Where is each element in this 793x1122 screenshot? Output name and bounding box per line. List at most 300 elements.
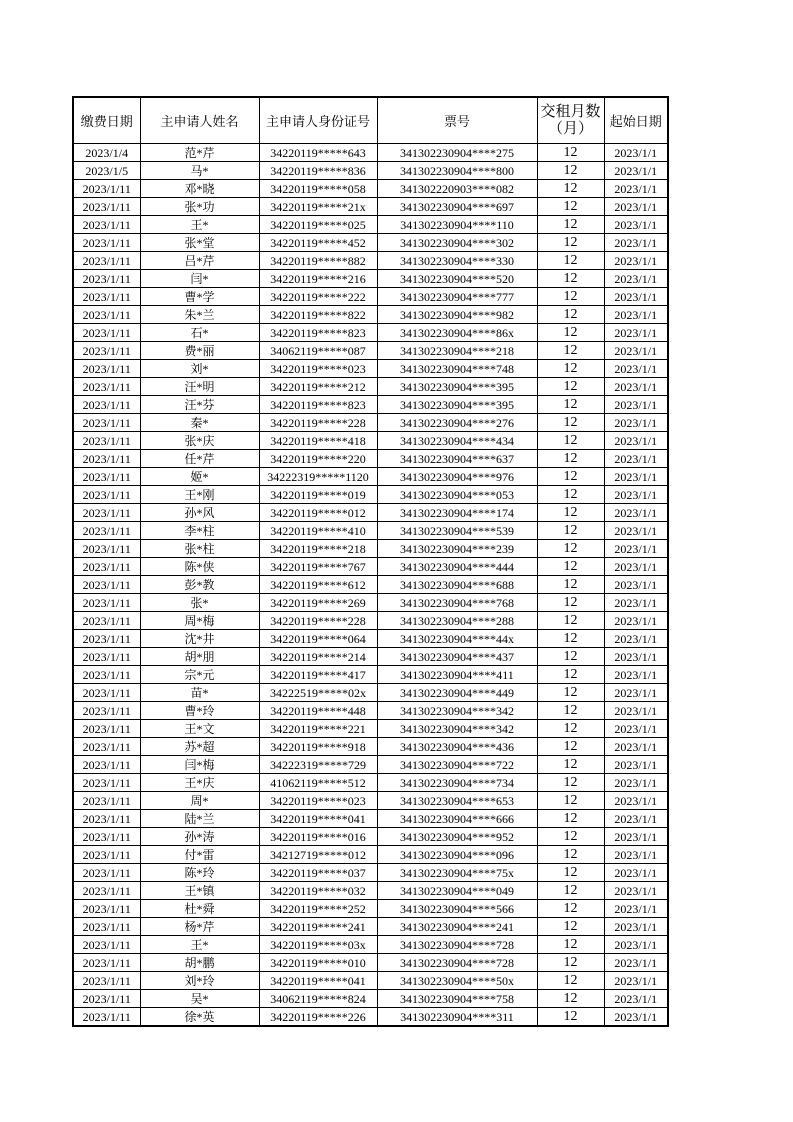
cell-rent-months: 12 <box>537 1008 604 1027</box>
cell-payment-date: 2023/1/11 <box>73 828 140 846</box>
cell-start-date: 2023/1/1 <box>604 558 668 576</box>
cell-payment-date: 2023/1/11 <box>73 252 140 270</box>
cell-payment-date: 2023/1/11 <box>73 522 140 540</box>
table-row <box>73 576 668 594</box>
cell-rent-months: 12 <box>537 414 604 432</box>
table-row <box>73 792 668 810</box>
cell-applicant-name: 刘* <box>140 360 259 378</box>
cell-payment-date: 2023/1/11 <box>73 324 140 342</box>
cell-ticket-number: 341302230904****520 <box>377 270 537 288</box>
table-row <box>73 540 668 558</box>
cell-applicant-id: 34220119*****03x <box>259 936 377 954</box>
cell-applicant-name: 马* <box>140 162 259 180</box>
cell-start-date: 2023/1/1 <box>604 270 668 288</box>
cell-applicant-id: 34220119*****222 <box>259 288 377 306</box>
cell-applicant-id: 34220119*****918 <box>259 738 377 756</box>
table-row <box>73 180 668 198</box>
cell-ticket-number: 341302230904****697 <box>377 198 537 216</box>
cell-payment-date: 2023/1/11 <box>73 486 140 504</box>
cell-payment-date: 2023/1/11 <box>73 414 140 432</box>
table-row <box>73 468 668 486</box>
cell-rent-months: 12 <box>537 630 604 648</box>
cell-applicant-name: 杨*芹 <box>140 918 259 936</box>
header-payment-date: 缴费日期 <box>73 97 140 144</box>
table-row <box>73 612 668 630</box>
cell-ticket-number: 341302230904****777 <box>377 288 537 306</box>
cell-payment-date: 2023/1/11 <box>73 792 140 810</box>
cell-applicant-id: 34220119*****058 <box>259 180 377 198</box>
table-row <box>73 972 668 990</box>
cell-start-date: 2023/1/1 <box>604 180 668 198</box>
cell-applicant-name: 彭*教 <box>140 576 259 594</box>
cell-applicant-id: 34220119*****410 <box>259 522 377 540</box>
table-row <box>73 882 668 900</box>
cell-applicant-name: 闫*梅 <box>140 756 259 774</box>
cell-rent-months: 12 <box>537 360 604 378</box>
table-row <box>73 774 668 792</box>
cell-applicant-name: 徐*英 <box>140 1008 259 1027</box>
cell-payment-date: 2023/1/11 <box>73 702 140 720</box>
cell-applicant-name: 汪*明 <box>140 378 259 396</box>
cell-ticket-number: 341302230904****982 <box>377 306 537 324</box>
table-row <box>73 954 668 972</box>
cell-ticket-number: 341302230904****653 <box>377 792 537 810</box>
table-row <box>73 162 668 180</box>
cell-ticket-number: 341302230904****768 <box>377 594 537 612</box>
cell-ticket-number: 341302230904****395 <box>377 378 537 396</box>
cell-rent-months: 12 <box>537 216 604 234</box>
cell-start-date: 2023/1/1 <box>604 450 668 468</box>
cell-start-date: 2023/1/1 <box>604 864 668 882</box>
cell-applicant-name: 周*梅 <box>140 612 259 630</box>
cell-applicant-name: 范*芹 <box>140 144 259 162</box>
table-row <box>73 702 668 720</box>
cell-rent-months: 12 <box>537 666 604 684</box>
cell-payment-date: 2023/1/4 <box>73 144 140 162</box>
cell-ticket-number: 341302230904****342 <box>377 702 537 720</box>
cell-applicant-name: 曹*学 <box>140 288 259 306</box>
cell-rent-months: 12 <box>537 720 604 738</box>
table-row <box>73 306 668 324</box>
cell-ticket-number: 341302220903****082 <box>377 180 537 198</box>
cell-rent-months: 12 <box>537 180 604 198</box>
cell-payment-date: 2023/1/11 <box>73 378 140 396</box>
table-row <box>73 216 668 234</box>
header-rent-months-line2: （月） <box>547 120 593 137</box>
cell-ticket-number: 341302230904****44x <box>377 630 537 648</box>
cell-start-date: 2023/1/1 <box>604 828 668 846</box>
cell-payment-date: 2023/1/11 <box>73 954 140 972</box>
table-row <box>73 450 668 468</box>
cell-applicant-id: 34220119*****823 <box>259 396 377 414</box>
cell-applicant-name: 姬* <box>140 468 259 486</box>
cell-rent-months: 12 <box>537 918 604 936</box>
cell-payment-date: 2023/1/11 <box>73 288 140 306</box>
cell-start-date: 2023/1/1 <box>604 990 668 1008</box>
cell-applicant-id: 34220119*****218 <box>259 540 377 558</box>
cell-payment-date: 2023/1/11 <box>73 576 140 594</box>
cell-applicant-id: 34220119*****226 <box>259 1008 377 1027</box>
cell-applicant-name: 曹*玲 <box>140 702 259 720</box>
cell-rent-months: 12 <box>537 558 604 576</box>
cell-applicant-id: 34220119*****064 <box>259 630 377 648</box>
cell-rent-months: 12 <box>537 342 604 360</box>
cell-rent-months: 12 <box>537 396 604 414</box>
cell-rent-months: 12 <box>537 810 604 828</box>
cell-payment-date: 2023/1/11 <box>73 396 140 414</box>
cell-payment-date: 2023/1/11 <box>73 1008 140 1027</box>
cell-ticket-number: 341302230904****722 <box>377 756 537 774</box>
cell-start-date: 2023/1/1 <box>604 954 668 972</box>
cell-rent-months: 12 <box>537 900 604 918</box>
table-row <box>73 918 668 936</box>
cell-applicant-id: 34220119*****041 <box>259 810 377 828</box>
table-row <box>73 504 668 522</box>
cell-payment-date: 2023/1/11 <box>73 342 140 360</box>
cell-payment-date: 2023/1/11 <box>73 846 140 864</box>
cell-start-date: 2023/1/1 <box>604 486 668 504</box>
cell-start-date: 2023/1/1 <box>604 252 668 270</box>
cell-start-date: 2023/1/1 <box>604 324 668 342</box>
cell-rent-months: 12 <box>537 648 604 666</box>
cell-ticket-number: 341302230904****728 <box>377 954 537 972</box>
cell-applicant-id: 34220119*****216 <box>259 270 377 288</box>
cell-applicant-name: 张* <box>140 594 259 612</box>
cell-applicant-id: 34220119*****221 <box>259 720 377 738</box>
table-row <box>73 1008 668 1027</box>
cell-applicant-id: 34220119*****21x <box>259 198 377 216</box>
cell-ticket-number: 341302230904****096 <box>377 846 537 864</box>
cell-applicant-id: 34222319*****1120 <box>259 468 377 486</box>
cell-applicant-name: 张*堂 <box>140 234 259 252</box>
cell-applicant-name: 李*柱 <box>140 522 259 540</box>
cell-rent-months: 12 <box>537 972 604 990</box>
cell-payment-date: 2023/1/11 <box>73 990 140 1008</box>
table-row <box>73 900 668 918</box>
cell-ticket-number: 341302230904****411 <box>377 666 537 684</box>
cell-payment-date: 2023/1/11 <box>73 738 140 756</box>
table-row <box>73 558 668 576</box>
cell-payment-date: 2023/1/11 <box>73 612 140 630</box>
cell-applicant-name: 汪*芬 <box>140 396 259 414</box>
cell-applicant-name: 费*丽 <box>140 342 259 360</box>
cell-rent-months: 12 <box>537 882 604 900</box>
cell-rent-months: 12 <box>537 792 604 810</box>
cell-start-date: 2023/1/1 <box>604 468 668 486</box>
cell-start-date: 2023/1/1 <box>604 378 668 396</box>
cell-payment-date: 2023/1/11 <box>73 720 140 738</box>
cell-payment-date: 2023/1/11 <box>73 270 140 288</box>
cell-start-date: 2023/1/1 <box>604 396 668 414</box>
cell-rent-months: 12 <box>537 306 604 324</box>
cell-applicant-name: 陆*兰 <box>140 810 259 828</box>
cell-ticket-number: 341302230904****758 <box>377 990 537 1008</box>
cell-applicant-id: 34222519*****02x <box>259 684 377 702</box>
cell-ticket-number: 341302230904****75x <box>377 864 537 882</box>
cell-ticket-number: 341302230904****976 <box>377 468 537 486</box>
cell-applicant-name: 沈*井 <box>140 630 259 648</box>
cell-rent-months: 12 <box>537 756 604 774</box>
cell-applicant-id: 34220119*****417 <box>259 666 377 684</box>
cell-applicant-name: 孙*涛 <box>140 828 259 846</box>
cell-payment-date: 2023/1/11 <box>73 900 140 918</box>
cell-start-date: 2023/1/1 <box>604 540 668 558</box>
cell-ticket-number: 341302230904****688 <box>377 576 537 594</box>
cell-rent-months: 12 <box>537 144 604 162</box>
cell-start-date: 2023/1/1 <box>604 522 668 540</box>
cell-applicant-name: 王*镇 <box>140 882 259 900</box>
cell-start-date: 2023/1/1 <box>604 1008 668 1027</box>
table-row <box>73 828 668 846</box>
cell-applicant-id: 34220119*****822 <box>259 306 377 324</box>
cell-ticket-number: 341302230904****449 <box>377 684 537 702</box>
cell-rent-months: 12 <box>537 846 604 864</box>
cell-applicant-id: 34062119*****824 <box>259 990 377 1008</box>
cell-applicant-id: 34220119*****823 <box>259 324 377 342</box>
cell-payment-date: 2023/1/11 <box>73 432 140 450</box>
cell-applicant-name: 王* <box>140 936 259 954</box>
table-row <box>73 756 668 774</box>
table-row <box>73 522 668 540</box>
cell-start-date: 2023/1/1 <box>604 972 668 990</box>
header-rent-months <box>537 97 604 144</box>
cell-applicant-name: 张*庆 <box>140 432 259 450</box>
cell-ticket-number: 341302230904****311 <box>377 1008 537 1027</box>
cell-ticket-number: 341302230904****276 <box>377 414 537 432</box>
cell-payment-date: 2023/1/11 <box>73 630 140 648</box>
cell-applicant-id: 34220119*****452 <box>259 234 377 252</box>
cell-ticket-number: 341302230904****734 <box>377 774 537 792</box>
cell-start-date: 2023/1/1 <box>604 666 668 684</box>
cell-payment-date: 2023/1/11 <box>73 810 140 828</box>
cell-applicant-id: 34062119*****087 <box>259 342 377 360</box>
table-row <box>73 936 668 954</box>
cell-applicant-id: 34220119*****012 <box>259 504 377 522</box>
cell-applicant-id: 34220119*****037 <box>259 864 377 882</box>
cell-start-date: 2023/1/1 <box>604 360 668 378</box>
cell-rent-months: 12 <box>537 990 604 1008</box>
cell-start-date: 2023/1/1 <box>604 576 668 594</box>
cell-ticket-number: 341302230904****952 <box>377 828 537 846</box>
cell-applicant-id: 34220119*****612 <box>259 576 377 594</box>
cell-start-date: 2023/1/1 <box>604 648 668 666</box>
header-row <box>73 97 668 144</box>
table-row <box>73 990 668 1008</box>
cell-rent-months: 12 <box>537 378 604 396</box>
cell-payment-date: 2023/1/11 <box>73 540 140 558</box>
cell-applicant-name: 邓*晓 <box>140 180 259 198</box>
cell-applicant-id: 34220119*****252 <box>259 900 377 918</box>
cell-applicant-id: 34220119*****882 <box>259 252 377 270</box>
cell-applicant-id: 34222319*****729 <box>259 756 377 774</box>
cell-applicant-id: 34220119*****448 <box>259 702 377 720</box>
cell-start-date: 2023/1/1 <box>604 432 668 450</box>
cell-start-date: 2023/1/1 <box>604 216 668 234</box>
cell-applicant-id: 34220119*****418 <box>259 432 377 450</box>
cell-ticket-number: 341302230904****800 <box>377 162 537 180</box>
cell-applicant-name: 王*文 <box>140 720 259 738</box>
cell-rent-months: 12 <box>537 936 604 954</box>
cell-payment-date: 2023/1/11 <box>73 972 140 990</box>
cell-start-date: 2023/1/1 <box>604 414 668 432</box>
cell-rent-months: 12 <box>537 486 604 504</box>
cell-ticket-number: 341302230904****049 <box>377 882 537 900</box>
cell-applicant-id: 34220119*****220 <box>259 450 377 468</box>
cell-rent-months: 12 <box>537 954 604 972</box>
cell-applicant-name: 吴* <box>140 990 259 1008</box>
cell-start-date: 2023/1/1 <box>604 144 668 162</box>
header-start-date: 起始日期 <box>604 97 668 144</box>
cell-start-date: 2023/1/1 <box>604 288 668 306</box>
cell-payment-date: 2023/1/11 <box>73 558 140 576</box>
cell-ticket-number: 341302230904****434 <box>377 432 537 450</box>
cell-payment-date: 2023/1/11 <box>73 666 140 684</box>
cell-applicant-name: 张*功 <box>140 198 259 216</box>
cell-applicant-name: 王*庆 <box>140 774 259 792</box>
cell-start-date: 2023/1/1 <box>604 936 668 954</box>
cell-rent-months: 12 <box>537 612 604 630</box>
cell-ticket-number: 341302230904****241 <box>377 918 537 936</box>
cell-start-date: 2023/1/1 <box>604 162 668 180</box>
cell-rent-months: 12 <box>537 702 604 720</box>
cell-applicant-name: 陈*侠 <box>140 558 259 576</box>
cell-start-date: 2023/1/1 <box>604 342 668 360</box>
table-row <box>73 846 668 864</box>
cell-applicant-id: 34220119*****212 <box>259 378 377 396</box>
cell-rent-months: 12 <box>537 594 604 612</box>
cell-applicant-id: 34220119*****269 <box>259 594 377 612</box>
cell-start-date: 2023/1/1 <box>604 792 668 810</box>
cell-start-date: 2023/1/1 <box>604 900 668 918</box>
cell-ticket-number: 341302230904****053 <box>377 486 537 504</box>
cell-payment-date: 2023/1/11 <box>73 648 140 666</box>
cell-ticket-number: 341302230904****748 <box>377 360 537 378</box>
cell-start-date: 2023/1/1 <box>604 234 668 252</box>
cell-payment-date: 2023/1/11 <box>73 216 140 234</box>
table-row <box>73 432 668 450</box>
cell-start-date: 2023/1/1 <box>604 504 668 522</box>
cell-start-date: 2023/1/1 <box>604 846 668 864</box>
cell-rent-months: 12 <box>537 252 604 270</box>
cell-ticket-number: 341302230904****342 <box>377 720 537 738</box>
cell-applicant-name: 苏*超 <box>140 738 259 756</box>
cell-applicant-id: 34220119*****836 <box>259 162 377 180</box>
cell-applicant-id: 34220119*****023 <box>259 360 377 378</box>
cell-applicant-name: 王* <box>140 216 259 234</box>
cell-rent-months: 12 <box>537 270 604 288</box>
cell-start-date: 2023/1/1 <box>604 702 668 720</box>
table-row <box>73 360 668 378</box>
cell-payment-date: 2023/1/11 <box>73 882 140 900</box>
table-row <box>73 342 668 360</box>
table-row <box>73 396 668 414</box>
cell-payment-date: 2023/1/11 <box>73 774 140 792</box>
table-row <box>73 414 668 432</box>
table-row <box>73 738 668 756</box>
cell-payment-date: 2023/1/11 <box>73 180 140 198</box>
cell-applicant-name: 胡*鹏 <box>140 954 259 972</box>
cell-ticket-number: 341302230904****218 <box>377 342 537 360</box>
cell-applicant-id: 34220119*****025 <box>259 216 377 234</box>
cell-start-date: 2023/1/1 <box>604 774 668 792</box>
cell-applicant-id: 34220119*****016 <box>259 828 377 846</box>
table-row <box>73 630 668 648</box>
cell-payment-date: 2023/1/11 <box>73 306 140 324</box>
cell-start-date: 2023/1/1 <box>604 612 668 630</box>
table-row <box>73 198 668 216</box>
cell-start-date: 2023/1/1 <box>604 594 668 612</box>
cell-rent-months: 12 <box>537 468 604 486</box>
cell-payment-date: 2023/1/11 <box>73 450 140 468</box>
cell-start-date: 2023/1/1 <box>604 630 668 648</box>
header-applicant-name: 主申请人姓名 <box>140 97 259 144</box>
cell-applicant-id: 34220119*****643 <box>259 144 377 162</box>
cell-ticket-number: 341302230904****110 <box>377 216 537 234</box>
table-row <box>73 234 668 252</box>
cell-rent-months: 12 <box>537 198 604 216</box>
cell-rent-months: 12 <box>537 576 604 594</box>
cell-applicant-id: 34220119*****228 <box>259 414 377 432</box>
cell-start-date: 2023/1/1 <box>604 198 668 216</box>
cell-ticket-number: 341302230904****437 <box>377 648 537 666</box>
cell-start-date: 2023/1/1 <box>604 306 668 324</box>
cell-applicant-name: 周* <box>140 792 259 810</box>
cell-applicant-name: 胡*朋 <box>140 648 259 666</box>
cell-rent-months: 12 <box>537 324 604 342</box>
cell-applicant-name: 秦* <box>140 414 259 432</box>
cell-applicant-id: 34220119*****010 <box>259 954 377 972</box>
cell-start-date: 2023/1/1 <box>604 738 668 756</box>
table-row <box>73 684 668 702</box>
cell-applicant-name: 杜*舜 <box>140 900 259 918</box>
table-row <box>73 648 668 666</box>
cell-payment-date: 2023/1/11 <box>73 594 140 612</box>
cell-payment-date: 2023/1/11 <box>73 864 140 882</box>
table-row <box>73 720 668 738</box>
cell-start-date: 2023/1/1 <box>604 756 668 774</box>
cell-applicant-name: 吕*芹 <box>140 252 259 270</box>
table-row <box>73 810 668 828</box>
cell-payment-date: 2023/1/11 <box>73 234 140 252</box>
cell-payment-date: 2023/1/5 <box>73 162 140 180</box>
cell-ticket-number: 341302230904****637 <box>377 450 537 468</box>
cell-applicant-id: 34220119*****241 <box>259 918 377 936</box>
header-rent-months-line1: 交租月数 <box>540 103 601 120</box>
cell-applicant-id: 34220119*****228 <box>259 612 377 630</box>
cell-applicant-id: 34220119*****041 <box>259 972 377 990</box>
cell-applicant-name: 张*柱 <box>140 540 259 558</box>
table-row <box>73 594 668 612</box>
cell-start-date: 2023/1/1 <box>604 810 668 828</box>
cell-payment-date: 2023/1/11 <box>73 684 140 702</box>
cell-ticket-number: 341302230904****566 <box>377 900 537 918</box>
table-row <box>73 252 668 270</box>
cell-applicant-name: 苗* <box>140 684 259 702</box>
cell-payment-date: 2023/1/11 <box>73 468 140 486</box>
cell-payment-date: 2023/1/11 <box>73 936 140 954</box>
cell-ticket-number: 341302230904****666 <box>377 810 537 828</box>
cell-applicant-name: 宗*元 <box>140 666 259 684</box>
table-body <box>73 144 668 1027</box>
cell-rent-months: 12 <box>537 540 604 558</box>
cell-start-date: 2023/1/1 <box>604 882 668 900</box>
table-row <box>73 270 668 288</box>
cell-applicant-id: 34220119*****019 <box>259 486 377 504</box>
table-row <box>73 324 668 342</box>
cell-ticket-number: 341302230904****239 <box>377 540 537 558</box>
cell-ticket-number: 341302230904****444 <box>377 558 537 576</box>
cell-payment-date: 2023/1/11 <box>73 756 140 774</box>
